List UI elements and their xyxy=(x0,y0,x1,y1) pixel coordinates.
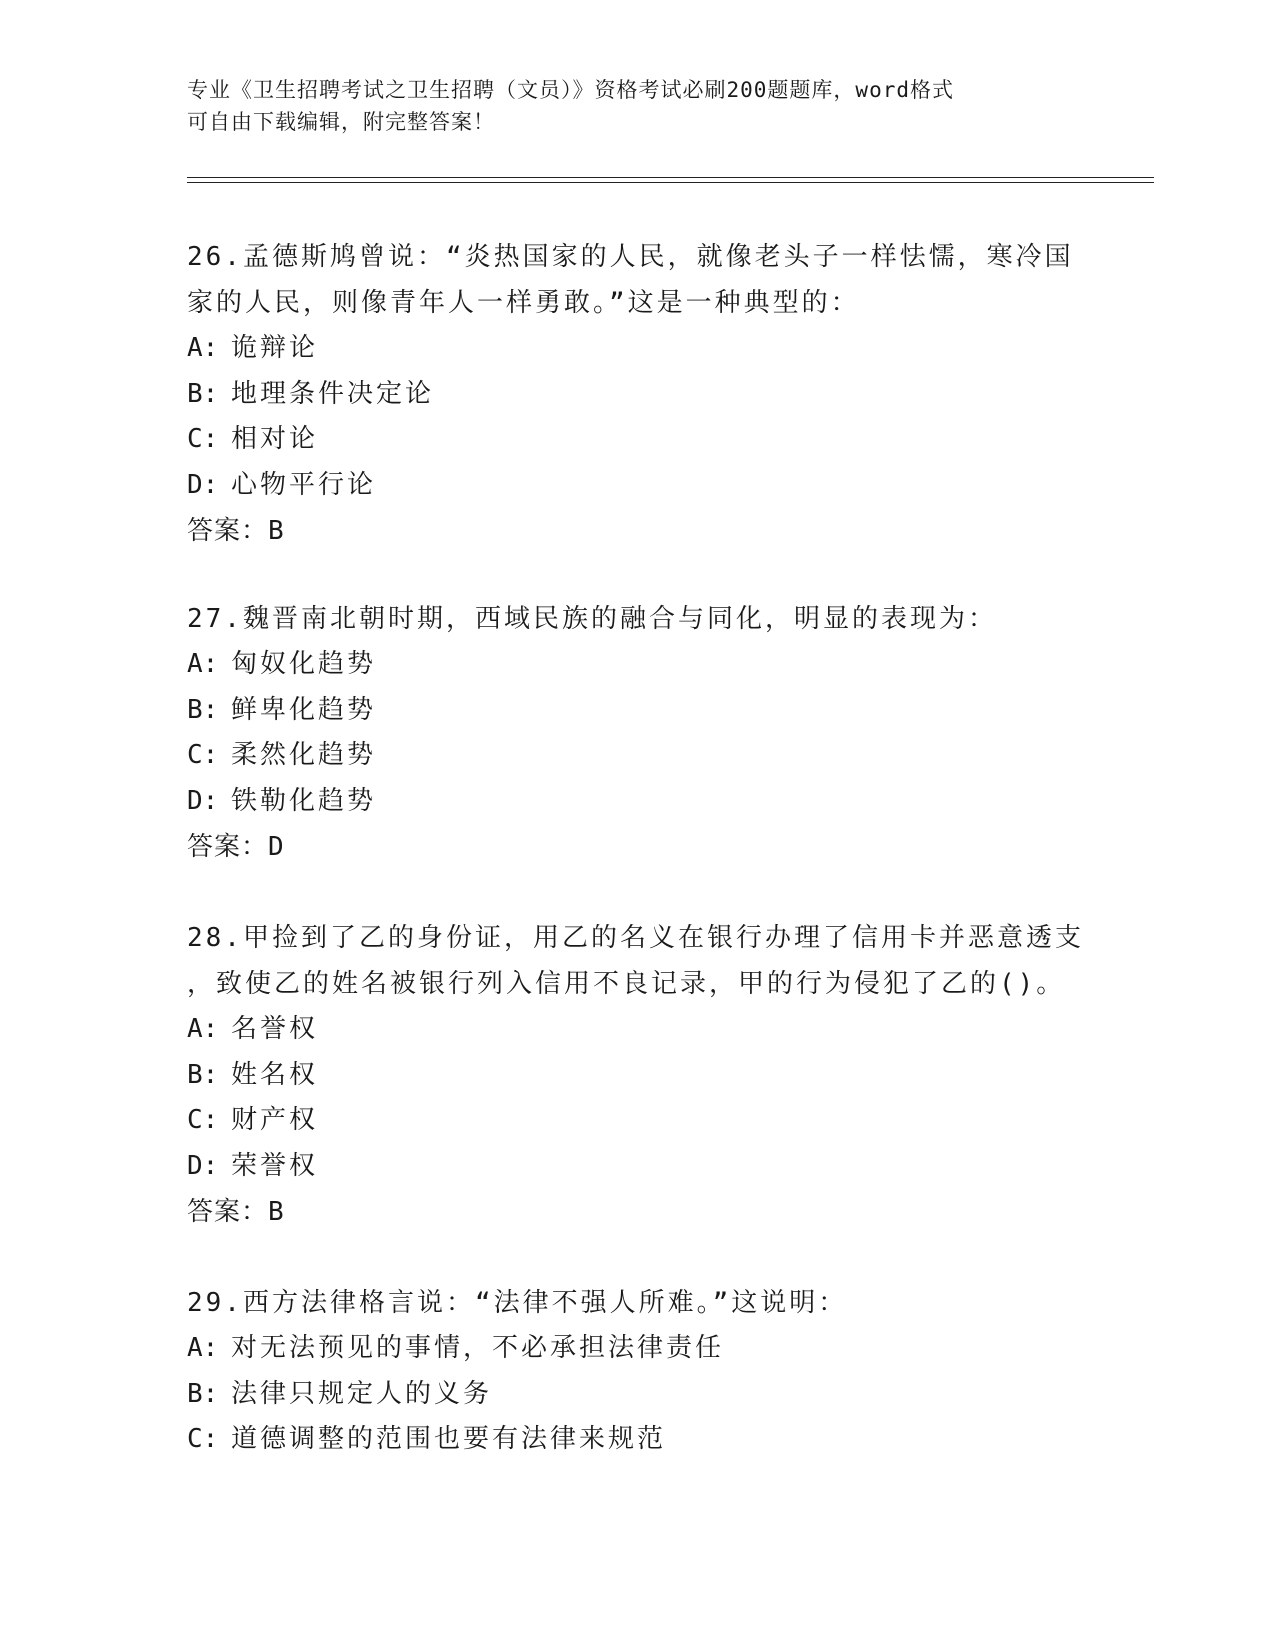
option-key: B: xyxy=(187,694,219,725)
option-text: 鲜卑化趋势 xyxy=(231,694,377,725)
answer xyxy=(187,1189,1087,1235)
option-text: 地理条件决定论 xyxy=(231,378,435,409)
question-29 xyxy=(187,1280,1087,1463)
option-key: B: xyxy=(187,1378,219,1409)
option-c xyxy=(187,1098,1087,1144)
option-c xyxy=(187,733,1087,779)
option-text: 姓名权 xyxy=(231,1059,319,1090)
option-text: 心物平行论 xyxy=(231,469,377,500)
option-key: D: xyxy=(187,785,219,816)
option-text: 荣誉权 xyxy=(231,1150,319,1181)
question-line: 26.孟德斯鸠曾说：“炎热国家的人民，就像老头子一样怯懦，寒冷国 xyxy=(187,242,1074,272)
answer-label: 答案： xyxy=(187,1197,269,1227)
option-key: D: xyxy=(187,469,219,500)
option-a xyxy=(187,642,1087,688)
question-text xyxy=(187,915,1087,1007)
header-divider-top xyxy=(187,177,1154,178)
option-text: 名誉权 xyxy=(231,1014,319,1044)
option-key: D: xyxy=(187,1150,219,1181)
option-b xyxy=(187,1372,1087,1418)
option-key: B: xyxy=(187,1059,219,1090)
question-line: 29.西方法律格言说：“法律不强人所难。”这说明： xyxy=(187,1288,848,1318)
question-text xyxy=(187,1280,1087,1326)
option-text: 铁勒化趋势 xyxy=(231,785,377,816)
header-line-1: 专业《卫生招聘考试之卫生招聘（文员）》资格考试必刷200题题库，word格式 xyxy=(187,78,954,102)
document-header xyxy=(187,74,1087,138)
option-b xyxy=(187,1053,1087,1099)
question-text xyxy=(187,234,1087,326)
option-a xyxy=(187,1326,1087,1372)
option-key: C: xyxy=(187,1424,219,1454)
answer-label: 答案： xyxy=(187,516,269,546)
option-a xyxy=(187,326,1087,372)
option-b xyxy=(187,688,1087,734)
header-divider-bottom xyxy=(187,182,1154,183)
option-a xyxy=(187,1007,1087,1053)
answer xyxy=(187,824,1087,870)
option-key: A: xyxy=(187,1333,219,1363)
question-28 xyxy=(187,915,1087,1235)
option-text: 法律只规定人的义务 xyxy=(231,1378,493,1409)
option-key: B: xyxy=(187,378,219,409)
option-text: 财产权 xyxy=(231,1105,319,1135)
answer-value: B xyxy=(268,1197,285,1227)
option-key: A: xyxy=(187,1014,219,1044)
option-d xyxy=(187,779,1087,825)
question-line: 家的人民，则像青年人一样勇敢。”这是一种典型的： xyxy=(187,288,860,318)
answer-value: B xyxy=(268,516,285,546)
header-line-2: 可自由下载编辑，附完整答案！ xyxy=(187,110,495,134)
question-line: ，致使乙的姓名被银行列入信用不良记录，甲的行为侵犯了乙的()。 xyxy=(187,969,1066,999)
option-text: 对无法预见的事情，不必承担法律责任 xyxy=(231,1333,725,1363)
question-text xyxy=(187,596,1087,642)
question-line: 27.魏晋南北朝时期，西域民族的融合与同化，明显的表现为： xyxy=(187,604,997,634)
option-key: C: xyxy=(187,1105,219,1135)
option-key: A: xyxy=(187,649,219,679)
option-b xyxy=(187,372,1087,418)
option-d xyxy=(187,1144,1087,1190)
option-text: 柔然化趋势 xyxy=(231,740,377,770)
option-text: 道德调整的范围也要有法律来规范 xyxy=(231,1424,667,1454)
answer-value: D xyxy=(268,832,285,862)
option-key: A: xyxy=(187,333,219,363)
option-key: C: xyxy=(187,424,219,454)
option-c xyxy=(187,1417,1087,1463)
option-text: 相对论 xyxy=(231,424,319,454)
option-key: C: xyxy=(187,740,219,770)
option-text: 匈奴化趋势 xyxy=(231,649,377,679)
answer-label: 答案： xyxy=(187,832,269,862)
question-27 xyxy=(187,596,1087,870)
question-26 xyxy=(187,234,1087,554)
question-line: 28.甲捡到了乙的身份证，用乙的名义在银行办理了信用卡并恶意透支 xyxy=(187,923,1084,953)
answer xyxy=(187,508,1087,554)
option-text: 诡辩论 xyxy=(231,333,319,363)
option-c xyxy=(187,417,1087,463)
option-d xyxy=(187,463,1087,509)
